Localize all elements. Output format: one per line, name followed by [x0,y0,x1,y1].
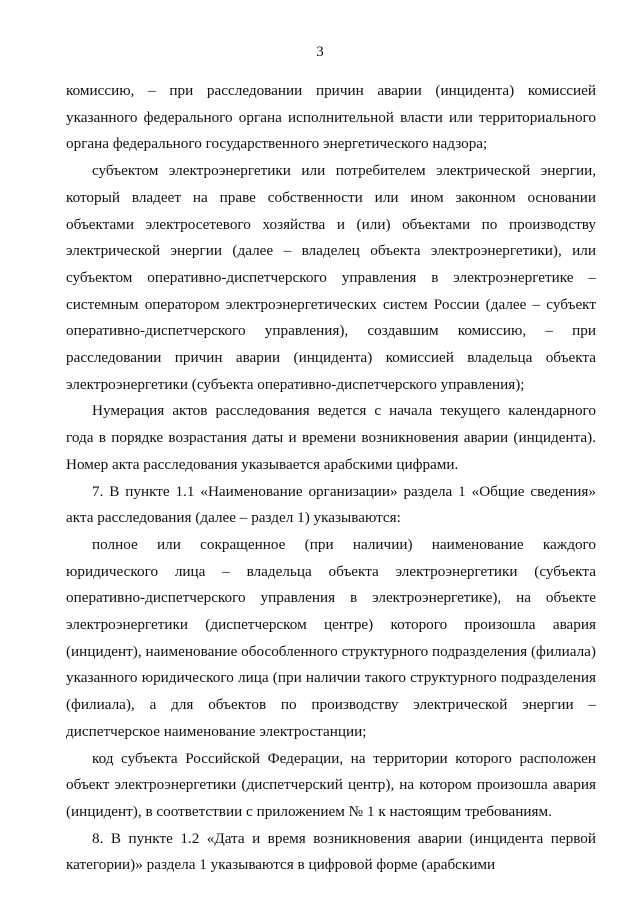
paragraph-7: 8. В пункте 1.2 «Дата и время возникновения аварии (инцидента первой категории)» раздела 1 указываются в цифровой форме (арабскими [66,829,596,874]
paragraph-2: субъектом электроэнергетики или потребителем электрической энергии, который владеет на праве собственности или ином законном основании объектами электросетевого хозяйства и (или) объектами по производству электрической энергии (далее – владелец объекта электроэнергетики), или субъектом оперативно-диспетчерского управления в электроэнергетике – системным оператором электроэнергетических систем России (далее – субъект оперативно-диспетчерского управления), создавшим комиссию, – при расследовании причин аварии (инцидента) комиссией владельца объекта электроэнергетики (субъекта оперативно-диспетчерского управления); [66,162,596,393]
paragraph-3: Нумерация актов расследования ведется с начала текущего календарного года в порядке возрастания даты и времени возникновения аварии (инцидента). Номер акта расследования указывается арабскими цифрами. [66,402,596,473]
paragraph-5: полное или сокращенное (при наличии) наименование каждого юридического лица – владельца объекта электроэнергетики (субъекта оперативно-диспетчерского управления в электроэнергетике), на объекте электроэнергетики (диспетчерском центре) которого произошла авария (инцидент), наименование обособленного структурного подразделения (филиала) указанного юридического лица (при наличии такого структурного подразделения (филиала), а для объектов по производству электрической энергии – диспетчерское наименование электростанции; [66,535,596,740]
document-body [66,78,596,879]
paragraph-6: код субъекта Российской Федерации, на территории которого расположен объект электроэнергетики (диспетчерский центр), на котором произошла авария (инцидент), в соответствии с приложением № 1 к настоящим требованиям. [66,749,596,820]
page-number: 3 [316,44,324,60]
paragraph-4: 7. В пункте 1.1 «Наименование организации» раздела 1 «Общие сведения» акта расследования (далее – раздел 1) указываются: [66,482,596,527]
paragraph-1: комиссию, – при расследовании причин аварии (инцидента) комиссией указанного федерального органа исполнительной власти или территориального органа федерального государственного энергетического надзора; [66,82,596,153]
